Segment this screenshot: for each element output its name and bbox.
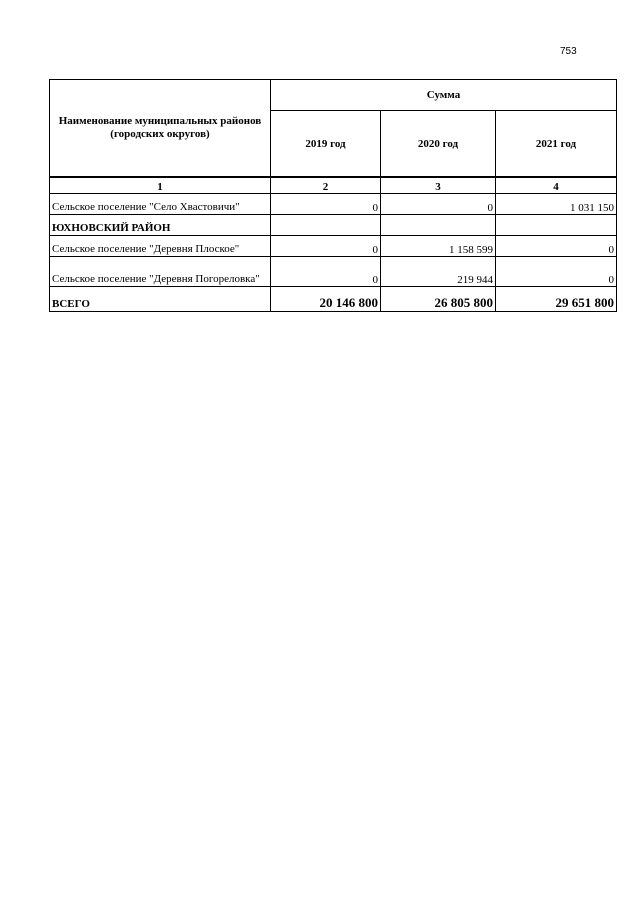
header-sum-group: Сумма <box>271 80 617 111</box>
table-row <box>50 236 617 257</box>
table-row <box>50 194 617 215</box>
value-2020: 219 944 <box>381 257 496 287</box>
column-number: 3 <box>381 177 496 194</box>
value-2021: 1 031 150 <box>496 194 617 215</box>
district-name: ЮХНОВСКИЙ РАЙОН <box>50 215 271 236</box>
value-2021: 0 <box>496 236 617 257</box>
settlement-name: Сельское поселение "Деревня Погореловка" <box>50 257 271 287</box>
settlement-name: Сельское поселение "Село Хвастовичи" <box>50 194 271 215</box>
total-label: ВСЕГО <box>50 287 271 312</box>
value-2021: 0 <box>496 257 617 287</box>
header-row-top <box>50 80 617 111</box>
column-number-row <box>50 177 617 194</box>
header-name-column: Наименование муниципальных районов (городских округов) <box>50 80 271 178</box>
empty-cell <box>271 215 381 236</box>
total-2020: 26 805 800 <box>381 287 496 312</box>
table-row <box>50 257 617 287</box>
page-number: 753 <box>560 46 577 57</box>
value-2020: 1 158 599 <box>381 236 496 257</box>
value-2019: 0 <box>271 194 381 215</box>
column-number: 4 <box>496 177 617 194</box>
total-row <box>50 287 617 312</box>
value-2019: 0 <box>271 257 381 287</box>
budget-table <box>49 79 617 312</box>
empty-cell <box>381 215 496 236</box>
empty-cell <box>496 215 617 236</box>
value-2020: 0 <box>381 194 496 215</box>
column-number: 1 <box>50 177 271 194</box>
header-year-2020: 2020 год <box>381 111 496 177</box>
district-row <box>50 215 617 236</box>
header-year-2019: 2019 год <box>271 111 381 177</box>
total-2021: 29 651 800 <box>496 287 617 312</box>
value-2019: 0 <box>271 236 381 257</box>
settlement-name: Сельское поселение "Деревня Плоское" <box>50 236 271 257</box>
column-number: 2 <box>271 177 381 194</box>
header-year-2021: 2021 год <box>496 111 617 177</box>
total-2019: 20 146 800 <box>271 287 381 312</box>
